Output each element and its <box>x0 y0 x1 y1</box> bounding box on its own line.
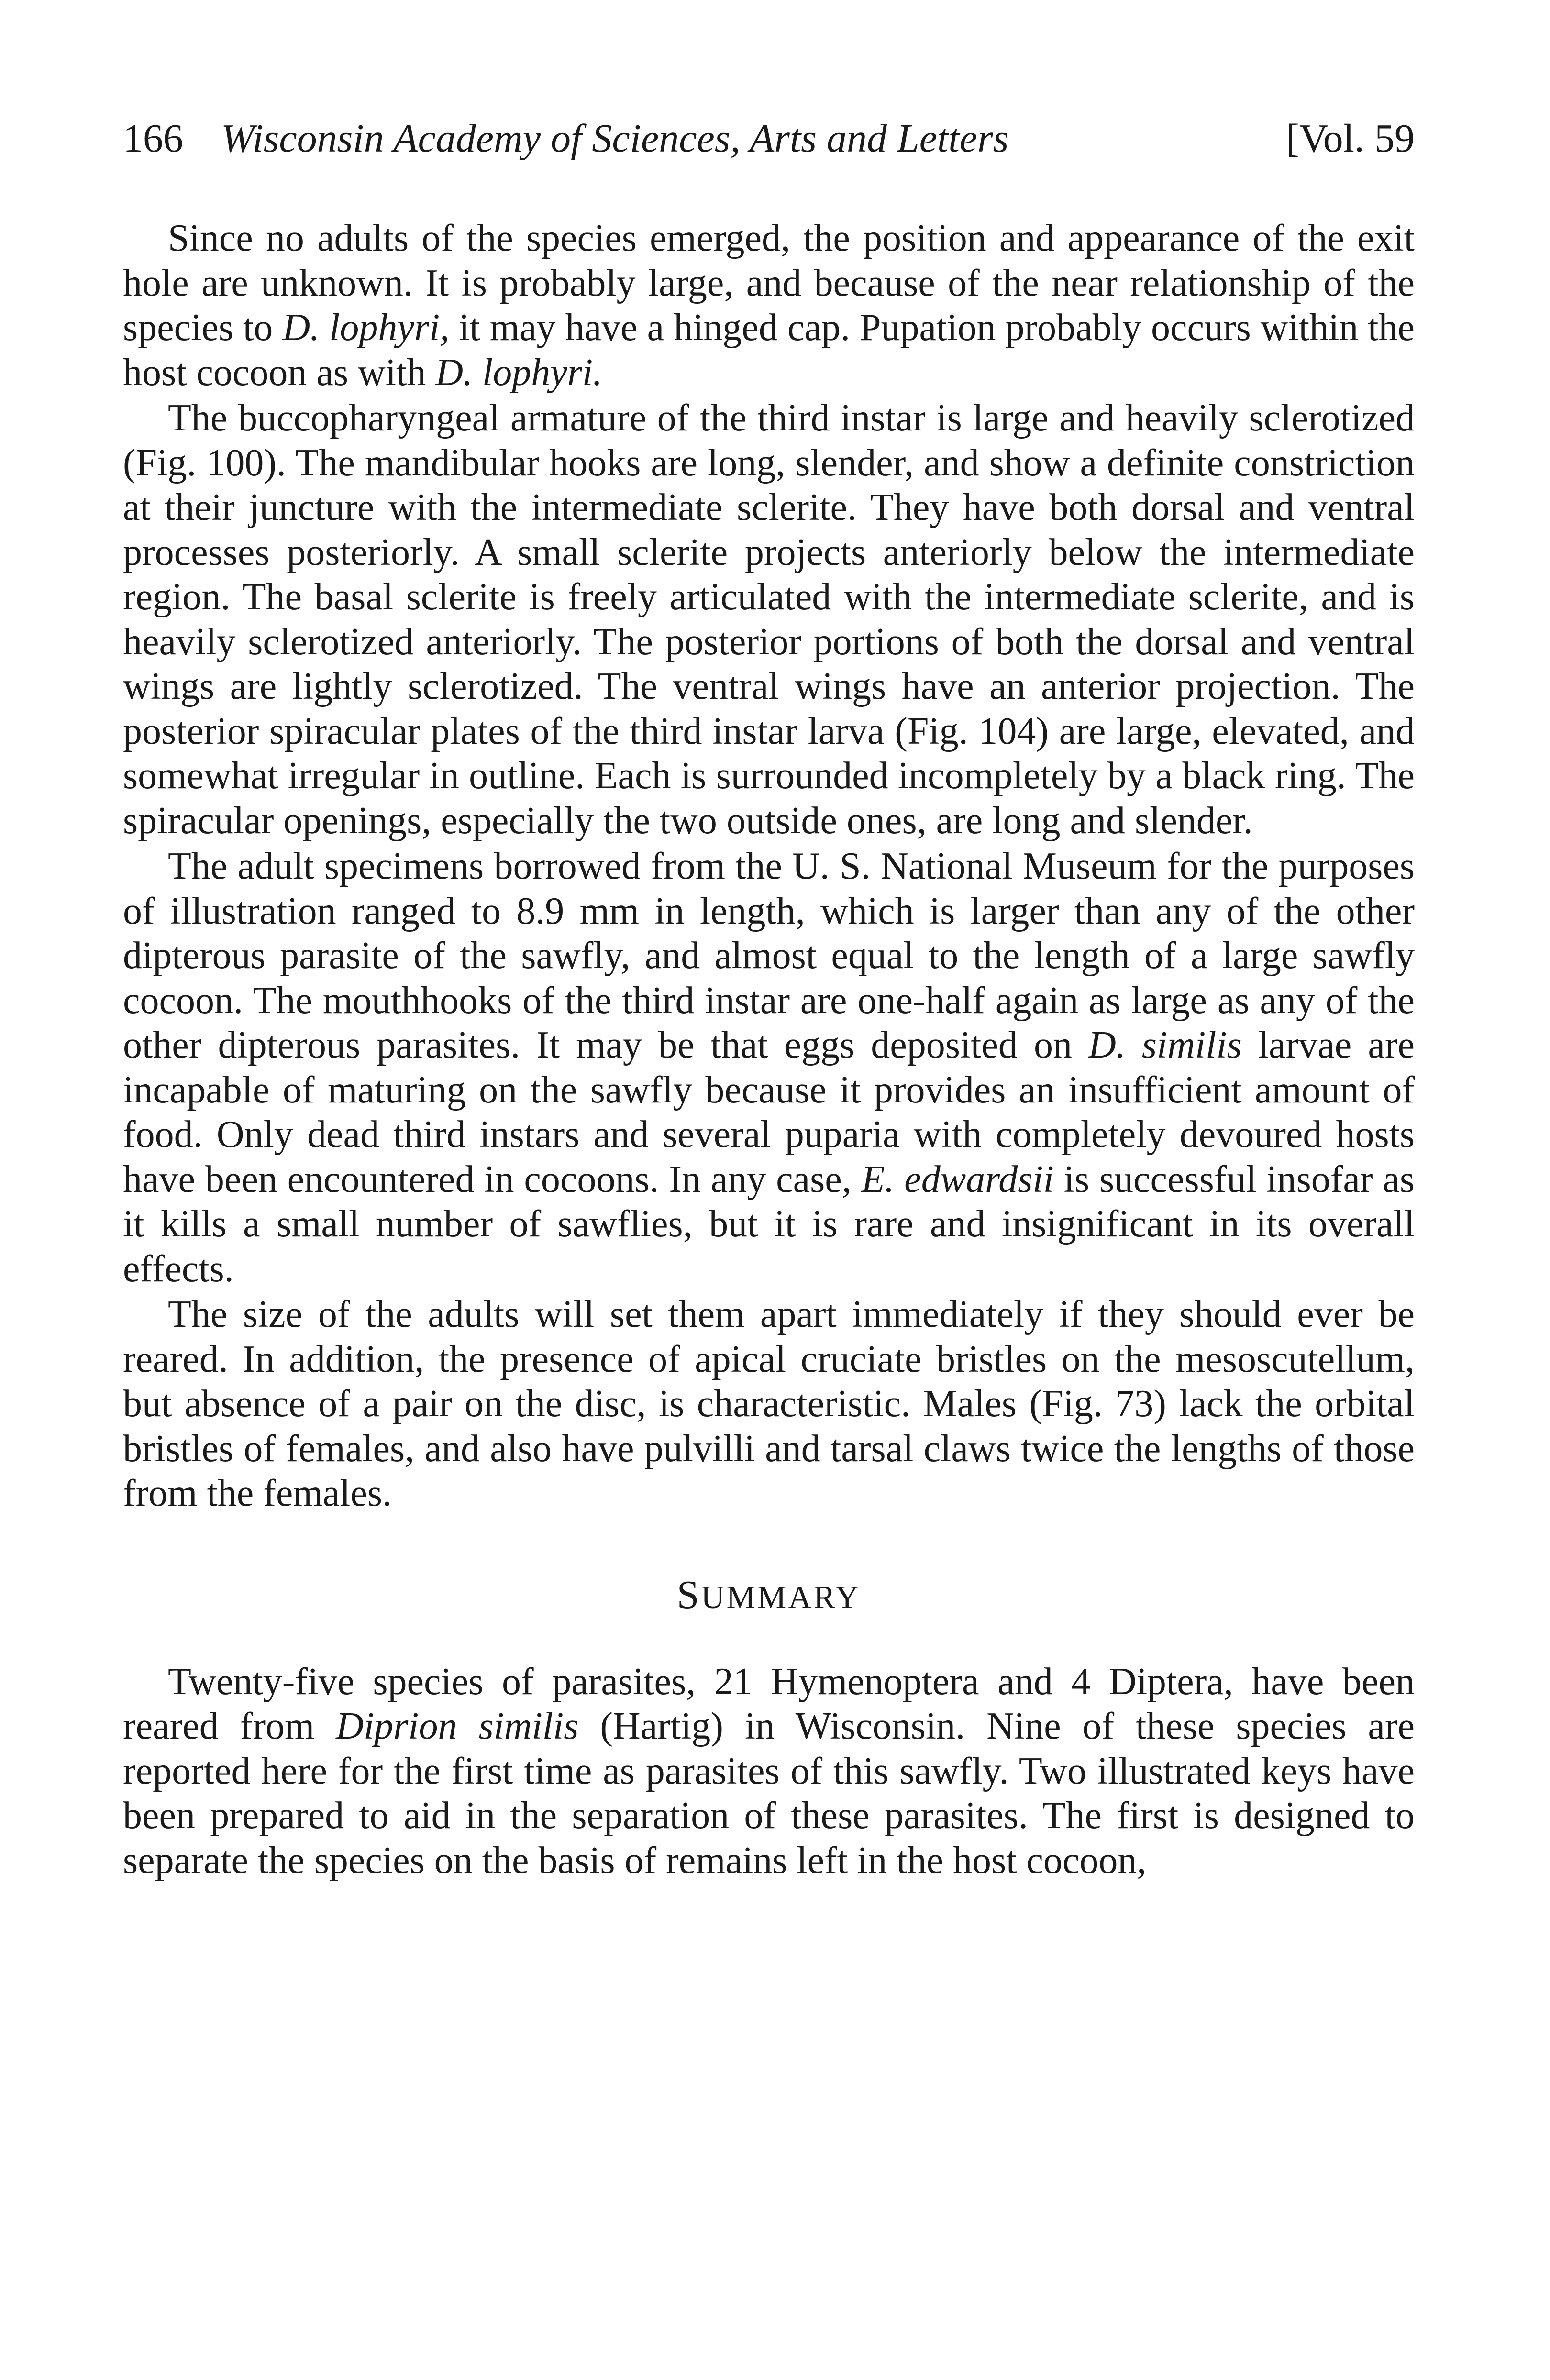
paragraph-text: Twenty-five species of parasites, 21 Hymenoptera and 4 Diptera, have been reared from <box>123 1660 1415 1747</box>
summary-heading <box>123 1573 1415 1620</box>
paragraph-exit-hole <box>123 216 1415 395</box>
paragraph-text: (Hartig) in Wisconsin. Nine of these species are reported here for the first time as parasites of this sawfly. Two illustrated keys have been prepared to aid in the separation of these parasites. The first is designed to separate the species on the basis of remains left in the host cocoon, <box>123 1705 1415 1882</box>
summary-heading-initial: S <box>676 1572 701 1617</box>
species-name: E. edwardsii <box>861 1158 1054 1201</box>
paragraph-text: it may have a hinged cap. Pupation probably occurs within the host cocoon as with <box>123 307 1415 394</box>
species-name: Diprion similis <box>336 1705 579 1747</box>
page-number: 166 <box>123 116 183 161</box>
running-head <box>123 112 1415 165</box>
paragraph-adult-specimens <box>123 844 1415 1291</box>
paragraph-text: The adult specimens borrowed from the U. S. National Museum for the purposes of illustration ranged to 8.9 mm in length, which is larger than any of the other dipterous parasite of the sawfly, and almost equal to the length of a large sawfly cocoon. The mouthhooks of the third instar are one-half again as large as any of the other dipterous parasites. It may be that eggs deposited on <box>123 845 1415 1066</box>
paragraph-summary <box>123 1660 1415 1884</box>
paragraph-buccopharyngeal-armature <box>123 396 1415 843</box>
species-name: D. similis <box>1088 1024 1242 1066</box>
paragraph-text: larvae are incapable of maturing on the sawfly because it provides an insufficient amount of food. Only dead third instars and several puparia with completely devoured hosts have been encountered in cocoons. In any case, <box>123 1024 1415 1201</box>
species-name: D. lophyri, <box>282 307 450 349</box>
body-text <box>123 216 1415 1883</box>
paragraph-text: is successful insofar as it kills a small number of sawflies, but it is rare and insignificant in its overall effects. <box>123 1158 1415 1290</box>
summary-heading-rest: UMMARY <box>701 1578 861 1615</box>
journal-title: Wisconsin Academy of Sciences, Arts and Letters <box>221 116 1009 161</box>
paragraph-text: Since no adults of the species emerged, the position and appearance of the exit hole are unknown. It is probably large, and because of the near relationship of the species to <box>123 217 1415 349</box>
volume-label: [Vol. 59 <box>1285 116 1415 161</box>
species-name: D. lophyri. <box>435 351 603 394</box>
paragraph-adult-size <box>123 1292 1415 1516</box>
paragraph-text: The buccopharyngeal armature of the third instar is large and heavily sclerotized (Fig. 100). The mandibular hooks are long, slender, and show a definite constriction at their juncture with the intermediate sclerite. They have both dorsal and ventral processes posteriorly. A small sclerite projects anteriorly below the intermediate region. The basal sclerite is freely articulated with the intermediate sclerite, and is heavily sclerotized anteriorly. The posterior portions of both the dorsal and ventral wings are lightly sclerotized. The ventral wings have an anterior projection. The posterior spiracular plates of the third instar larva (Fig. 104) are large, elevated, and somewhat irregular in outline. Each is surrounded incompletely by a black ring. The spiracular openings, especially the two outside ones, are long and slender. <box>123 397 1415 842</box>
paragraph-text: The size of the adults will set them apart immediately if they should ever be reared. In addition, the presence of apical cruciate bristles on the mesoscutellum, but absence of a pair on the disc, is characteristic. Males (Fig. 73) lack the orbital bristles of females, and also have pulvilli and tarsal claws twice the lengths of those from the females. <box>123 1293 1415 1514</box>
